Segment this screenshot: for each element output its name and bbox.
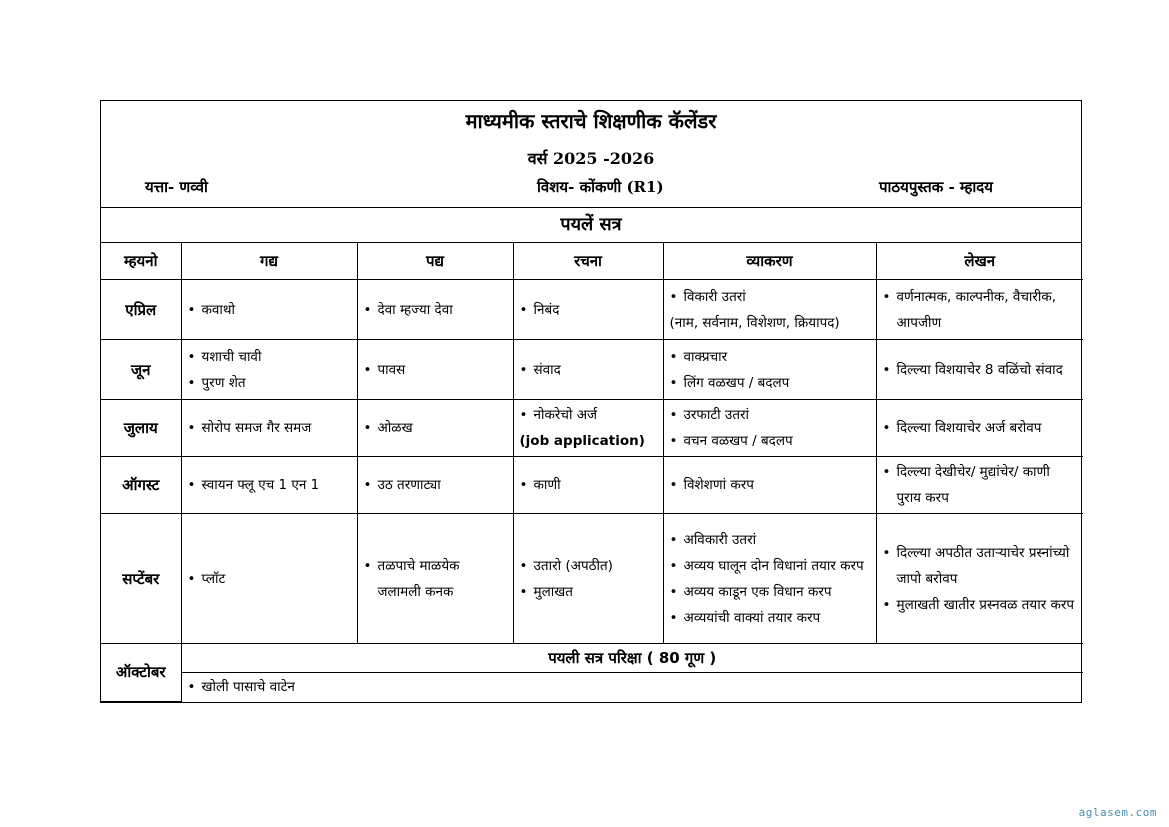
list-item: • लिंग वळखप / बदलप [670,370,870,396]
list-item: • विकारी उतरां [670,284,870,310]
list-item: • उठ तरणाट्या [364,472,507,498]
table-row [101,514,1083,644]
vyakaran-cell [663,340,876,400]
month-cell: जून [101,340,181,400]
calendar-sheet [100,100,1082,703]
list-item: • वचन वळखप / बदलप [670,428,870,454]
page-title: माध्यमीक स्तराचे शिक्षणीक कॅलेंडर [465,109,717,133]
list-item: • काणी [520,472,657,498]
month-cell: जुलाय [101,400,181,457]
list-item: • दिल्ल्या देखीचेर/ मुद्यांचेर/ काणी पुराय करप [883,459,1078,511]
list-item: • दिल्ल्या अपठीत उताऱ्याचेर प्रस्नांच्यो जापो बरोवप [883,540,1078,592]
table-row [101,280,1083,340]
gadya-cell [181,457,357,514]
column-header: व्याकरण [663,243,876,280]
column-header: म्हयनो [101,243,181,280]
rachana-detail: (job application) [519,433,645,449]
list-item: • उरफाटी उतरां [670,402,870,428]
padya-cell [357,280,513,340]
vyakaran-cell [663,280,876,340]
lekhan-cell [876,340,1083,400]
list-item: • वाक्प्रचार [670,344,870,370]
list-item: • दिल्ल्या विशयाचेर 8 वळिंचो संवाद [883,357,1078,383]
column-header: गद्य [181,243,357,280]
table-row [101,457,1083,514]
list-item: • अव्यय घालून दोन विधानां तयार करप [670,553,870,579]
list-item: • खोली पासाचे वाटेन [188,673,1078,701]
lekhan-cell [876,280,1083,340]
column-header: लेखन [876,243,1083,280]
list-item: • ओळख [364,415,507,441]
list-item: • तळपाचे माळयेक जलामली कनक [364,553,507,605]
header-row [101,243,1083,280]
table-row [101,340,1083,400]
list-item: • मुलाखत [520,579,657,605]
month-cell: सप्टेंबर [101,514,181,644]
gadya-cell [181,514,357,644]
list-item: • सोरोप समज गैर समज [188,415,351,441]
list-item: • देवा म्हज्या देवा [364,297,507,323]
column-header: रचना [513,243,663,280]
list-item: • यशाची चावी [188,344,351,370]
rachana-cell [513,400,663,457]
column-header: पद्य [357,243,513,280]
exam-title: पयली सत्र परिक्षा ( 80 गूण ) [181,644,1083,673]
list-item: • अव्यय काडून एक विधान करप [670,579,870,605]
watermark: aglasem.com [1078,806,1157,819]
vyakaran-cell [663,514,876,644]
list-item: • विशेशणां करप [670,472,870,498]
rachana-cell [513,514,663,644]
textbook-label: पाठयपुस्तक - म्हादय [879,178,993,196]
subject-label: विशय- कोंकणी (R1) [537,178,664,196]
lekhan-cell [876,400,1083,457]
rachana-cell [513,280,663,340]
list-item: • अविकारी उतरां [670,527,870,553]
gadya-cell [181,340,357,400]
padya-cell [357,514,513,644]
lekhan-cell [876,514,1083,644]
exam-note-row [101,673,1083,702]
list-item: • वर्णनात्मक, काल्पनीक, वैचारीक, आपजीण [883,284,1078,336]
rachana-cell [513,340,663,400]
exam-row [101,644,1083,673]
calendar-header [101,101,1081,208]
list-item: • नोकरेचो अर्ज [520,402,657,428]
month-cell: ऑक्टोबर [101,644,181,702]
calendar-table [101,243,1083,702]
gadya-cell [181,400,357,457]
list-item: • स्वायन फ्लू एच 1 एन 1 [188,472,351,498]
class-label: यत्ता- णव्वी [145,178,208,196]
list-item: • पुरण शेत [188,370,351,396]
exam-note-cell [181,673,1083,702]
lekhan-cell [876,457,1083,514]
list-item: • पावस [364,357,507,383]
list-item: • कवाथो [188,297,351,323]
rachana-cell [513,457,663,514]
vyakaran-detail: (नाम, सर्वनाम, विशेशण, क्रियापद) [669,314,840,331]
list-item: • दिल्ल्या विशयाचेर अर्ज बरोवप [883,415,1078,441]
list-item: • उतारो (अपठीत) [520,553,657,579]
term-title: पयलें सत्र [101,208,1081,243]
month-cell: ऑगस्ट [101,457,181,514]
table-row [101,400,1083,457]
padya-cell [357,457,513,514]
list-item: • प्लॉट [188,566,351,592]
vyakaran-cell [663,457,876,514]
list-item: • मुलाखती खातीर प्रस्नवळ तयार करप [883,592,1078,618]
list-item: • संवाद [520,357,657,383]
academic-year: वर्स 2025 -2026 [527,149,655,168]
vyakaran-cell [663,400,876,457]
gadya-cell [181,280,357,340]
month-cell: एप्रिल [101,280,181,340]
list-item: • अव्ययांची वाक्यां तयार करप [670,605,870,631]
padya-cell [357,400,513,457]
padya-cell [357,340,513,400]
list-item: • निबंद [520,297,657,323]
